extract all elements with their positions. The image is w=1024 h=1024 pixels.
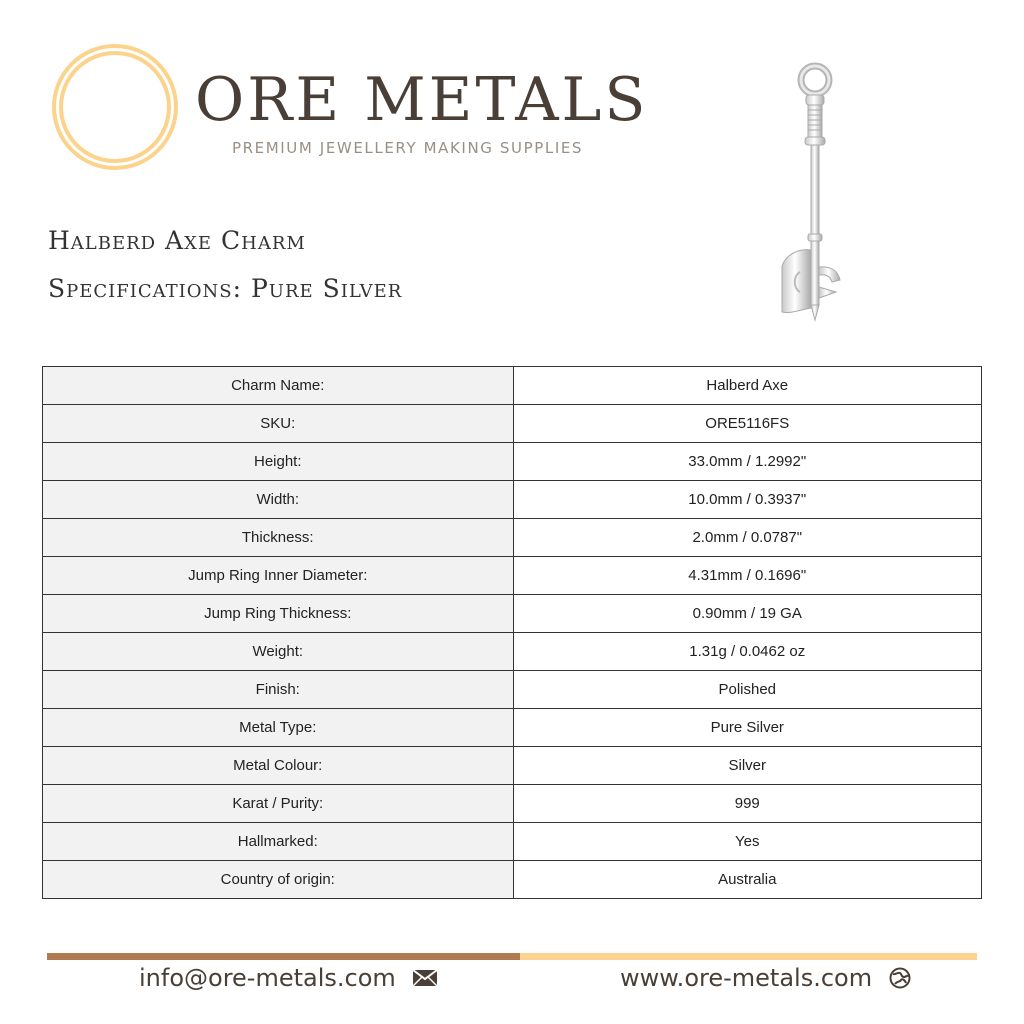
- spec-value: Pure Silver: [513, 709, 982, 747]
- spec-value: 33.0mm / 1.2992": [513, 443, 982, 481]
- spec-row: [43, 823, 982, 861]
- spec-row: [43, 785, 982, 823]
- brand-name: ORE METALS: [195, 65, 649, 135]
- contact-website-link[interactable]: [620, 964, 912, 992]
- spec-value: 10.0mm / 0.3937": [513, 481, 982, 519]
- spec-row: [43, 595, 982, 633]
- spec-label: Width:: [43, 481, 514, 519]
- spec-label: Hallmarked:: [43, 823, 514, 861]
- spec-row: [43, 405, 982, 443]
- spec-row: [43, 443, 982, 481]
- spec-row: [43, 367, 982, 405]
- contact-email-link[interactable]: [139, 964, 438, 992]
- product-title: Halberd Axe Charm: [48, 226, 306, 255]
- brand-logo-ring: [50, 42, 180, 172]
- halberd-axe-charm-image: [760, 62, 870, 327]
- spec-value: Silver: [513, 747, 982, 785]
- spec-value: Halberd Axe: [513, 367, 982, 405]
- spec-value: 4.31mm / 0.1696": [513, 557, 982, 595]
- spec-value: 1.31g / 0.0462 oz: [513, 633, 982, 671]
- specifications-heading: Specifications: Pure Silver: [48, 274, 403, 303]
- spec-row: [43, 481, 982, 519]
- spec-row: [43, 633, 982, 671]
- spec-label: Finish:: [43, 671, 514, 709]
- spec-label: Height:: [43, 443, 514, 481]
- spec-value: Australia: [513, 861, 982, 899]
- spec-label: Weight:: [43, 633, 514, 671]
- spec-label: Charm Name:: [43, 367, 514, 405]
- spec-row: [43, 519, 982, 557]
- footer-bar-right: [520, 953, 977, 960]
- spec-label: Thickness:: [43, 519, 514, 557]
- spec-label: Karat / Purity:: [43, 785, 514, 823]
- spec-value: 2.0mm / 0.0787": [513, 519, 982, 557]
- spec-value: Yes: [513, 823, 982, 861]
- spec-value: ORE5116FS: [513, 405, 982, 443]
- spec-label: SKU:: [43, 405, 514, 443]
- spec-value: 999: [513, 785, 982, 823]
- spec-row: [43, 709, 982, 747]
- spec-row: [43, 671, 982, 709]
- spec-row: [43, 747, 982, 785]
- spec-value: 0.90mm / 19 GA: [513, 595, 982, 633]
- spec-label: Country of origin:: [43, 861, 514, 899]
- envelope-icon: [412, 969, 438, 987]
- contact-email-text: info@ore-metals.com: [139, 964, 396, 992]
- spec-label: Metal Type:: [43, 709, 514, 747]
- brand-tagline: PREMIUM JEWELLERY MAKING SUPPLIES: [232, 139, 584, 157]
- specifications-table: [42, 366, 982, 899]
- specifications-table-body: [43, 367, 982, 899]
- spec-value: Polished: [513, 671, 982, 709]
- spec-row: [43, 557, 982, 595]
- spec-label: Metal Colour:: [43, 747, 514, 785]
- globe-icon: [888, 966, 912, 990]
- spec-label: Jump Ring Thickness:: [43, 595, 514, 633]
- contact-website-text: www.ore-metals.com: [620, 964, 873, 992]
- spec-row: [43, 861, 982, 899]
- spec-label: Jump Ring Inner Diameter:: [43, 557, 514, 595]
- footer-bar-left: [47, 953, 520, 960]
